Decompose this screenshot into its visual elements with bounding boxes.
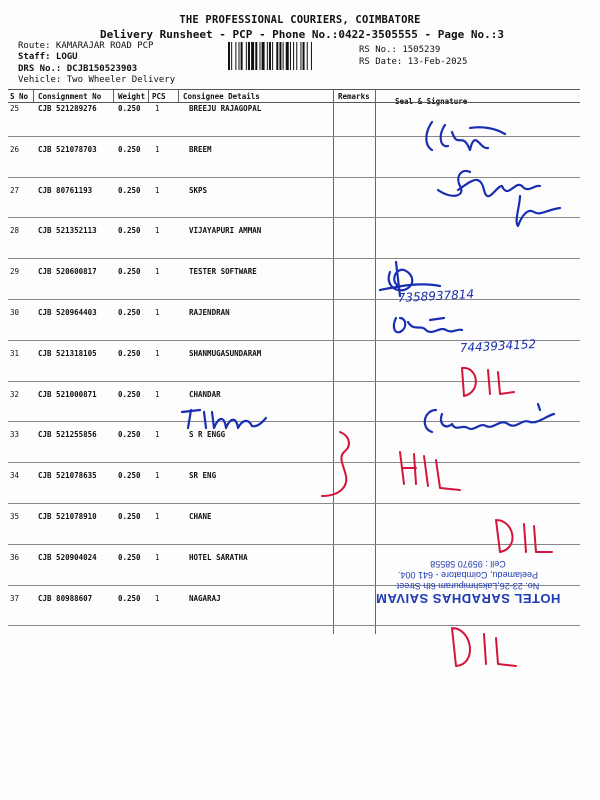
barcode-bar [228,42,230,70]
barcode-bar [293,42,294,70]
barcode-bar [296,42,297,70]
cell-consignee: BREEM [189,144,212,154]
barcode-bar [279,42,281,70]
barcode-bar [303,42,305,70]
row-divider [8,625,580,626]
cell-weight: 0.250 [118,144,141,154]
drs-number: DRS No.: DCJB150523903 [18,64,138,74]
cell-weight: 0.250 [118,308,141,317]
vehicle-label: Vehicle: Two Wheeler Delivery [18,75,176,85]
route-label: Route: KAMARAJAR ROAD PCP [18,41,154,51]
header-bottom-border [8,102,580,103]
barcode-bar [283,42,284,70]
cell-weight: 0.250 [118,185,141,195]
barcode-bar [269,42,271,70]
cell-consignment: CJB 521078635 [38,471,97,481]
barcode-bar [239,42,240,70]
column-divider [113,89,114,102]
cell-consignee: S R ENGG [189,430,226,440]
barcode-bar [248,42,250,70]
barcode-bar [272,42,273,70]
row-divider [8,217,580,218]
cell-pcs: 1 [155,308,160,317]
cell-consignee: CHANE [189,512,212,521]
signature-row-26 [438,171,540,196]
table-top-border [8,89,580,90]
barcode-bar [307,42,308,70]
col-header-weight: Weight [118,92,146,101]
col-header-seal: Seal & Signature [395,97,468,106]
row-divider [8,462,580,463]
cell-consignee: BREEJU RAJAGOPAL [189,104,262,113]
handwritten-phone-row-30: 7443934152 [459,337,537,355]
barcode-bar [246,42,247,70]
barcode-bar [267,42,268,70]
stamp-name: HOTEL SARADHAS SAIVAM [375,591,561,606]
cell-pcs: 1 [155,512,160,521]
cell-consignment: CJB 80988607 [38,593,93,603]
col-header-consignment: Consignment No [38,92,102,101]
cell-sno: 28 [10,226,20,236]
cell-sno: 33 [10,430,20,440]
column-divider [178,89,179,102]
cell-pcs: 1 [155,552,160,562]
rs-date: RS Date: 13-Feb-2025 [359,57,468,67]
cell-consignment: CJB 520600817 [38,267,97,277]
cell-sno: 27 [10,185,20,195]
barcode-bar [235,42,236,70]
barcode-bar [276,42,278,70]
red-bracket-mark [322,432,349,496]
cell-pcs: 1 [155,144,160,154]
cell-consignment: CJB 521318105 [38,348,97,358]
handwritten-phone-row-29: 7358937814 [397,287,475,305]
cell-consignment: CJB 521000871 [38,389,97,399]
cell-weight: 0.250 [118,471,141,481]
red-mark-row-34 [400,452,460,490]
col-header-pcs: PCS [152,92,166,101]
row-divider [8,381,580,382]
cell-pcs: 1 [155,471,160,481]
staff-label: Staff: LOGU [18,52,78,62]
hotel-stamp [352,548,584,606]
col-header-sno: S No [10,92,29,101]
remarks-column-divider [333,89,334,634]
cell-consignee: SKPS [189,185,208,195]
barcode-image [228,42,354,70]
stamp-address-line1: No. 23-26,Lakshmipuram 6th Street [396,581,540,591]
cell-weight: 0.250 [118,593,141,603]
signature-row-30 [394,318,462,332]
cell-consignee: CHANDAR [189,389,221,399]
cell-consignment: CJB 520904024 [38,552,97,562]
cell-weight: 0.250 [118,552,141,562]
cell-sno: 31 [10,348,20,358]
cell-consignee: HOTEL SARATHA [189,552,248,562]
barcode-bar [300,42,301,70]
company-name: THE PROFESSIONAL COURIERS, COIMBATORE [179,14,421,26]
cell-weight: 0.250 [118,389,141,399]
cell-consignee: NAGARAJ [189,593,221,603]
row-divider [8,177,580,178]
col-header-consignee: Consignee Details [183,92,260,101]
rs-number: RS No.: 1505239 [359,45,441,55]
barcode-bar [231,42,232,70]
stamp-address-line2: Peelamedu, Coimbatore - 641 004. [397,570,539,580]
cell-consignee: RAJENDRAN [189,308,230,317]
barcode-bar [286,42,289,70]
cell-consignee: SHANMUGASUNDARAM [189,348,262,358]
red-mark-row-37 [452,628,516,666]
cell-pcs: 1 [155,104,160,113]
signature-row-27 [517,196,560,226]
barcode-bar [251,42,254,70]
cell-pcs: 1 [155,593,160,603]
cell-consignee: VIJAYAPURI AMMAN [189,226,262,236]
cell-pcs: 1 [155,185,160,195]
cell-sno: 30 [10,308,20,317]
column-divider [33,89,34,102]
signature-row-29 [380,262,440,296]
cell-weight: 0.250 [118,104,141,113]
cell-sno: 29 [10,267,20,277]
cell-weight: 0.250 [118,226,141,236]
barcode-bar [260,42,261,70]
cell-consignee: TESTER SOFTWARE [189,267,257,277]
barcode-bar [262,42,265,70]
barcode-bar [255,42,257,70]
cell-weight: 0.250 [118,430,141,440]
cell-consignment: CJB 521078910 [38,512,97,521]
row-divider [8,544,580,545]
row-divider [8,299,580,300]
cell-sno: 26 [10,144,20,154]
cell-consignment: CJB 521352113 [38,226,97,236]
cell-consignment: CJB 521255856 [38,430,97,440]
cell-weight: 0.250 [118,348,141,358]
barcode-bar [290,42,291,70]
cell-pcs: 1 [155,226,160,236]
cell-pcs: 1 [155,430,160,440]
barcode-bar [241,42,243,70]
cell-weight: 0.250 [118,512,141,521]
column-divider [148,89,149,102]
barcode-bar [311,42,312,70]
col-header-remarks: Remarks [338,92,370,101]
cell-consignment: CJB 521289276 [38,104,97,113]
cell-consignment: CJB 520964403 [38,308,97,317]
row-divider [8,503,580,504]
row-divider [8,340,580,341]
cell-pcs: 1 [155,389,160,399]
cell-weight: 0.250 [118,267,141,277]
runsheet-title: Delivery Runsheet - PCP - Phone No.:0422-3505555 - Page No.:3 [100,28,504,41]
cell-pcs: 1 [155,348,160,358]
cell-pcs: 1 [155,267,160,277]
cell-sno: 32 [10,389,20,399]
cell-sno: 25 [10,104,20,113]
cell-sno: 36 [10,552,20,562]
cell-consignment: CJB 521078703 [38,144,97,154]
signature-row-32 [182,410,266,428]
cell-consignment: CJB 80761193 [38,185,93,195]
signature-row-33 [425,404,554,432]
cell-sno: 34 [10,471,20,481]
cell-consignee: SR ENG [189,471,217,481]
cell-sno: 37 [10,593,20,603]
red-mark-row-31 [462,368,514,396]
cell-sno: 35 [10,512,20,521]
row-divider [8,258,580,259]
row-divider [8,136,580,137]
row-divider [8,421,580,422]
stamp-phone: Cell : 95970 58558 [430,559,506,569]
